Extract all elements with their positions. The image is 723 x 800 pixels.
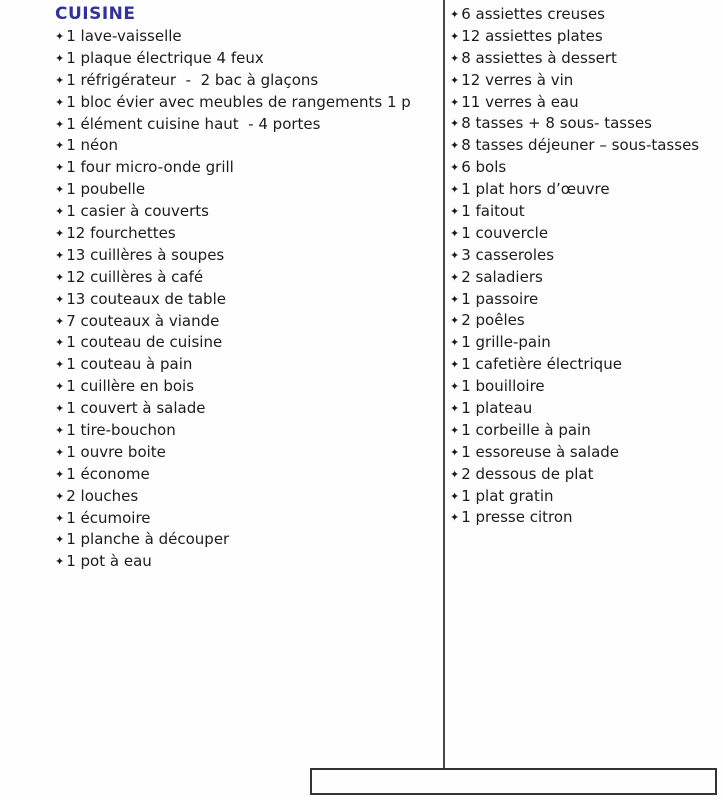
diamond-bullet-icon: ✦ [55,139,65,153]
list-item [450,464,720,486]
diamond-bullet-icon: ✦ [450,336,460,350]
diamond-bullet-icon: ✦ [55,445,65,459]
list-item [55,92,440,114]
list-item [55,420,440,442]
item-label: 1 plat gratin [461,486,554,505]
item-label: 3 casseroles [461,245,555,264]
page-title: CUISINE [55,4,136,24]
item-label: 11 verres à eau [461,92,579,111]
diamond-bullet-icon: ✦ [450,270,460,284]
diamond-bullet-icon: ✦ [55,533,65,547]
diamond-bullet-icon: ✦ [55,95,65,109]
list-item [450,420,720,442]
list-item [450,267,720,289]
diamond-bullet-icon: ✦ [450,445,460,459]
item-label: 1 planche à découper [66,530,230,549]
item-label: 1 néon [66,136,118,155]
list-item [55,114,440,136]
item-label: 2 saladiers [461,267,543,286]
list-item [55,267,440,289]
item-label: 6 assiettes creuses [461,5,606,23]
bottom-empty-box [310,768,717,795]
item-label: 12 verres à vin [461,70,574,89]
diamond-bullet-icon: ✦ [55,248,65,262]
diamond-bullet-icon: ✦ [55,555,65,569]
list-item [450,113,720,135]
list-item [450,376,720,398]
item-label: 1 faitout [461,202,525,221]
list-item [55,223,440,245]
item-label: 1 élément cuisine haut - 4 portes [66,114,321,133]
list-item [450,289,720,311]
list-item [450,26,720,48]
diamond-bullet-icon: ✦ [450,29,460,43]
diamond-bullet-icon: ✦ [450,292,460,306]
item-label: 13 couteaux de table [66,289,226,308]
diamond-bullet-icon: ✦ [450,511,460,525]
diamond-bullet-icon: ✦ [55,292,65,306]
diamond-bullet-icon: ✦ [55,270,65,284]
diamond-bullet-icon: ✦ [450,423,460,437]
diamond-bullet-icon: ✦ [55,467,65,481]
diamond-bullet-icon: ✦ [55,424,65,438]
diamond-bullet-icon: ✦ [450,117,460,131]
item-label: 1 couvercle [461,223,549,242]
item-label: 1 couteau à pain [66,355,193,374]
diamond-bullet-icon: ✦ [55,73,65,87]
item-label: 1 poubelle [66,180,146,199]
list-item [55,486,440,508]
item-label: 1 bouilloire [461,377,545,396]
item-label: 7 couteaux à viande [66,311,220,330]
diamond-bullet-icon: ✦ [55,161,65,175]
item-label: 1 réfrigérateur - 2 bac à glaçons [66,70,319,89]
item-label: 1 plaque électrique 4 feux [66,48,264,67]
list-item [55,179,440,201]
list-item [450,201,720,223]
diamond-bullet-icon: ✦ [450,95,460,109]
item-label: 1 cafetière électrique [461,355,622,374]
item-label: 8 tasses déjeuner – sous-tasses [461,136,700,155]
list-item [55,201,440,223]
diamond-bullet-icon: ✦ [450,358,460,372]
diamond-bullet-icon: ✦ [55,117,65,131]
diamond-bullet-icon: ✦ [450,226,460,240]
list-item [450,245,720,267]
item-label: 6 bols [461,158,507,177]
item-label: 2 poêles [461,311,525,330]
list-item [55,311,440,333]
list-item [55,508,440,530]
diamond-bullet-icon: ✦ [55,183,65,197]
item-label: 1 corbeille à pain [461,420,591,439]
list-item [450,486,720,508]
item-label: 2 dessous de plat [461,464,594,483]
diamond-bullet-icon: ✦ [55,358,65,372]
item-label: 1 passoire [461,289,539,308]
list-item [450,70,720,92]
list-item [450,157,720,179]
item-label: 1 essoreuse à salade [461,442,620,461]
diamond-bullet-icon: ✦ [450,51,460,65]
list-item [450,442,720,464]
list-item [55,464,440,486]
item-label: 1 pot à eau [66,552,152,571]
list-item [450,4,720,26]
item-label: 1 cuillère en bois [66,377,195,396]
item-label: 1 lave-vaisselle [66,27,182,45]
list-item [55,354,440,376]
list-item [55,157,440,179]
diamond-bullet-icon: ✦ [450,467,460,481]
item-label: 1 grille-pain [461,333,551,352]
item-label: 12 fourchettes [66,224,176,243]
item-label: 1 bloc évier avec meubles de rangements 1 p [66,92,411,111]
item-label: 2 louches [66,486,139,505]
list-item [450,135,720,157]
list-item [55,26,440,48]
diamond-bullet-icon: ✦ [55,489,65,503]
list-item [450,398,720,420]
diamond-bullet-icon: ✦ [55,30,65,43]
list-item [450,92,720,114]
list-item [450,223,720,245]
item-label: 1 plat hors d’œuvre [461,180,610,199]
item-label: 1 casier à couverts [66,202,209,221]
column-divider-line [443,0,445,769]
item-label: 12 assiettes plates [461,26,603,45]
list-item [55,551,440,573]
list-item [55,529,440,551]
diamond-bullet-icon: ✦ [450,248,460,262]
item-label: 1 couvert à salade [66,399,206,418]
diamond-bullet-icon: ✦ [450,8,460,21]
diamond-bullet-icon: ✦ [55,205,65,219]
list-item [450,354,720,376]
item-label: 1 tire-bouchon [66,421,176,440]
diamond-bullet-icon: ✦ [450,402,460,416]
left-item-list [55,26,440,573]
right-column [450,4,720,529]
diamond-bullet-icon: ✦ [450,380,460,394]
list-item [55,289,440,311]
diamond-bullet-icon: ✦ [55,380,65,394]
list-item [55,245,440,267]
list-item [450,507,720,529]
diamond-bullet-icon: ✦ [450,183,460,197]
diamond-bullet-icon: ✦ [450,314,460,328]
diamond-bullet-icon: ✦ [55,51,65,65]
list-item [55,376,440,398]
diamond-bullet-icon: ✦ [55,314,65,328]
diamond-bullet-icon: ✦ [450,161,460,175]
list-item [450,179,720,201]
item-label: 1 ouvre boite [66,442,166,461]
item-label: 8 tasses + 8 sous- tasses [461,114,652,133]
list-item [450,310,720,332]
item-label: 13 cuillères à soupes [66,245,225,264]
diamond-bullet-icon: ✦ [450,139,460,153]
diamond-bullet-icon: ✦ [450,489,460,503]
item-label: 1 four micro-onde grill [66,158,234,177]
diamond-bullet-icon: ✦ [55,511,65,525]
list-item [55,398,440,420]
item-label: 12 cuillères à café [66,267,204,286]
list-item [55,332,440,354]
list-item [55,48,440,70]
diamond-bullet-icon: ✦ [450,205,460,219]
left-column [55,3,440,573]
diamond-bullet-icon: ✦ [55,227,65,241]
right-item-list [450,4,720,529]
list-item [55,442,440,464]
diamond-bullet-icon: ✦ [55,402,65,416]
list-item [55,70,440,92]
list-item [55,135,440,157]
list-item [450,332,720,354]
diamond-bullet-icon: ✦ [450,73,460,87]
item-label: 1 couteau de cuisine [66,333,223,352]
item-label: 1 presse citron [461,508,573,527]
diamond-bullet-icon: ✦ [55,336,65,350]
item-label: 1 économe [66,464,150,483]
list-item [450,48,720,70]
item-label: 1 plateau [461,399,533,418]
item-label: 1 écumoire [66,508,151,527]
item-label: 8 assiettes à dessert [461,48,617,67]
